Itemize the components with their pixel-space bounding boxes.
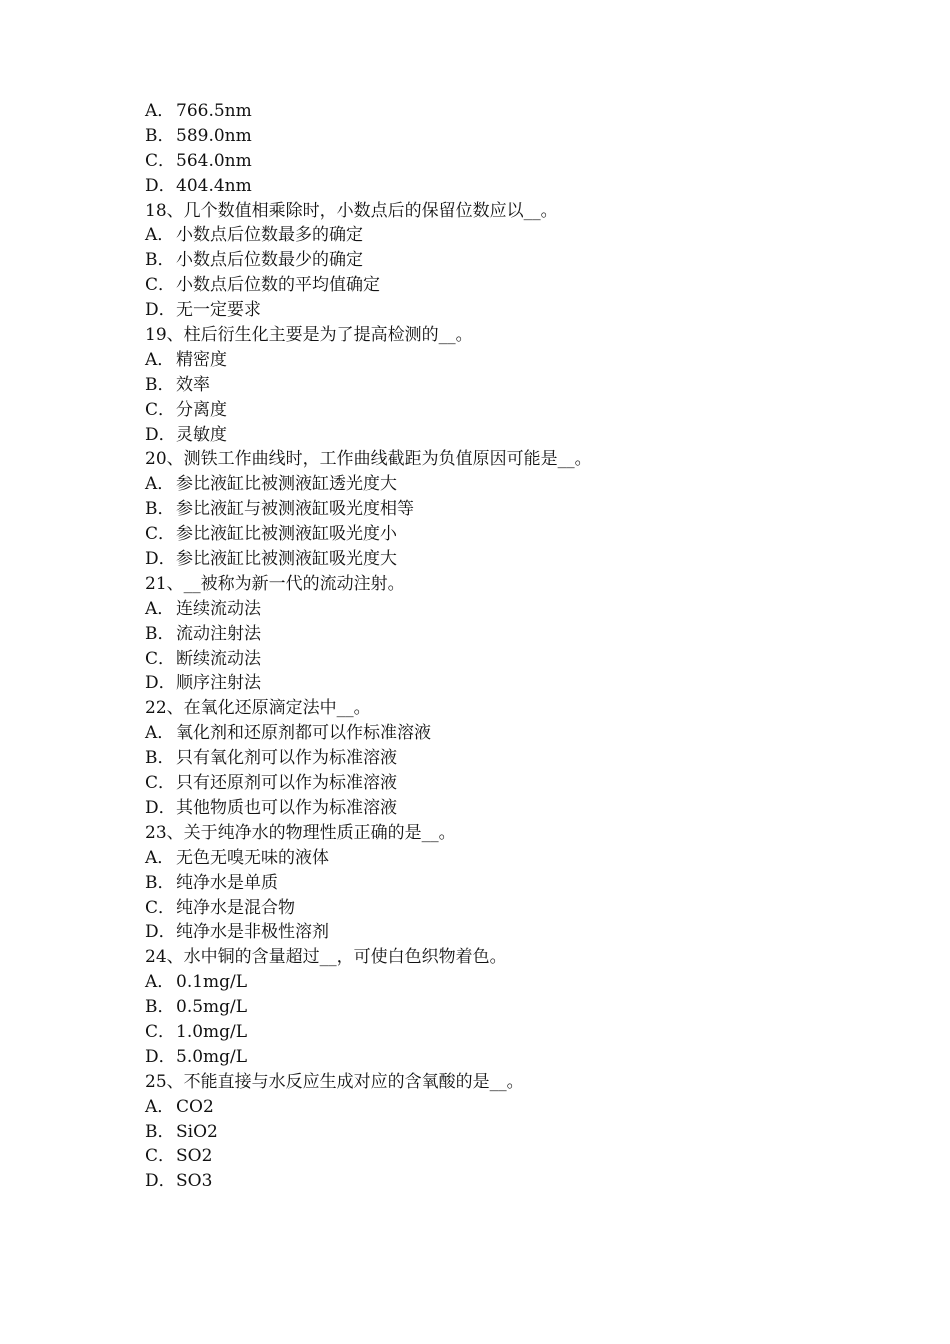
option-label: D． <box>145 424 176 445</box>
option-text: 氧化剂和还原剂都可以作标准溶液 <box>176 723 431 744</box>
answer-option <box>145 298 845 323</box>
option-text: 连续流动法 <box>176 598 261 619</box>
option-label: A． <box>145 723 175 744</box>
option-text: 效率 <box>176 374 210 395</box>
answer-option <box>145 174 845 199</box>
option-label: A． <box>145 972 175 993</box>
option-label: D． <box>145 1171 176 1192</box>
option-text: 纯净水是非极性溶剂 <box>176 922 329 943</box>
answer-option <box>145 1095 845 1120</box>
option-text: 0.5mg/L <box>176 997 248 1018</box>
option-label: B． <box>145 125 175 146</box>
option-label: B． <box>145 250 175 271</box>
option-text: 766.5nm <box>176 101 252 121</box>
answer-option <box>145 671 845 696</box>
option-label: B． <box>145 997 175 1018</box>
answer-option <box>145 796 845 821</box>
question-stem: 20、测铁工作曲线时，工作曲线截距为负值原因可能是__。 <box>145 449 592 470</box>
answer-option <box>145 149 845 174</box>
option-label: A． <box>145 474 175 495</box>
option-text: 5.0mg/L <box>176 1046 248 1067</box>
answer-option <box>145 597 845 622</box>
option-text: 1.0mg/L <box>176 1021 248 1042</box>
option-label: B． <box>145 499 175 520</box>
option-label: B． <box>145 748 175 769</box>
answer-option <box>145 248 845 273</box>
option-label: B． <box>145 872 175 893</box>
question-stem: 23、关于纯净水的物理性质正确的是__。 <box>145 822 456 843</box>
option-text: 小数点后位数最多的确定 <box>176 225 363 246</box>
answer-option <box>145 771 845 796</box>
option-label: C． <box>145 897 176 918</box>
question-stem: 21、__被称为新一代的流动注射。 <box>145 573 405 594</box>
option-text: 无一定要求 <box>176 300 261 321</box>
answer-option <box>145 896 845 921</box>
question-stem: 24、水中铜的含量超过__，可使白色织物着色。 <box>145 947 507 968</box>
option-text: 589.0nm <box>176 125 252 146</box>
option-text: 灵敏度 <box>176 424 227 445</box>
answer-option <box>145 348 845 373</box>
answer-option <box>145 721 845 746</box>
question-stem: 25、不能直接与水反应生成对应的含氧酸的是__。 <box>145 1071 524 1092</box>
option-label: C． <box>145 648 176 669</box>
question-stem: 22、在氧化还原滴定法中__。 <box>145 698 371 719</box>
option-label: A． <box>145 349 175 370</box>
option-text: 0.1mg/L <box>176 972 248 993</box>
option-text: 参比液缸比被测液缸透光度大 <box>176 474 397 495</box>
answer-option <box>145 124 845 149</box>
option-text: 参比液缸与被测液缸吸光度相等 <box>176 499 414 520</box>
option-label: D． <box>145 1046 176 1067</box>
option-label: D． <box>145 922 176 943</box>
answer-option <box>145 522 845 547</box>
option-text: 其他物质也可以作为标准溶液 <box>176 797 397 818</box>
option-text: 精密度 <box>176 349 227 370</box>
option-text: 纯净水是单质 <box>176 872 278 893</box>
answer-option <box>145 398 845 423</box>
answer-option <box>145 373 845 398</box>
option-text: CO2 <box>176 1096 214 1117</box>
answer-option <box>145 547 845 572</box>
option-text: 404.4nm <box>176 175 252 196</box>
answer-option <box>145 1120 845 1145</box>
option-label: B． <box>145 623 175 644</box>
option-label: A． <box>145 598 175 619</box>
answer-option <box>145 472 845 497</box>
option-text: 纯净水是混合物 <box>176 897 295 918</box>
option-label: C． <box>145 150 176 171</box>
option-label: B． <box>145 374 175 395</box>
option-label: C． <box>145 399 176 420</box>
option-text: 无色无嗅无味的液体 <box>176 847 329 868</box>
option-text: SO2 <box>176 1146 213 1167</box>
answer-option <box>145 99 845 124</box>
option-text: 流动注射法 <box>176 623 261 644</box>
option-text: 分离度 <box>176 399 227 420</box>
option-text: 顺序注射法 <box>176 673 261 694</box>
option-label: A． <box>145 1096 175 1117</box>
answer-option <box>145 920 845 945</box>
option-text: 564.0nm <box>176 150 252 171</box>
answer-option <box>145 995 845 1020</box>
option-label: C． <box>145 275 176 296</box>
option-label: D． <box>145 300 176 321</box>
answer-option <box>145 497 845 522</box>
option-text: 只有还原剂可以作为标准溶液 <box>176 773 397 794</box>
option-label: C． <box>145 773 176 794</box>
answer-option <box>145 622 845 647</box>
answer-option <box>145 1169 845 1194</box>
option-text: 小数点后位数最少的确定 <box>176 250 363 271</box>
option-label: B． <box>145 1121 175 1142</box>
option-label: C． <box>145 524 176 545</box>
question-stem: 18、几个数值相乘除时，小数点后的保留位数应以__。 <box>145 200 558 221</box>
option-text: SO3 <box>176 1171 213 1192</box>
option-text: 断续流动法 <box>176 648 261 669</box>
option-label: C． <box>145 1146 176 1167</box>
option-label: D． <box>145 549 176 570</box>
option-text: 参比液缸比被测液缸吸光度大 <box>176 549 397 570</box>
option-label: C． <box>145 1021 176 1042</box>
answer-option <box>145 846 845 871</box>
option-label: A． <box>145 847 175 868</box>
answer-option <box>145 1020 845 1045</box>
option-label: D． <box>145 175 176 196</box>
answer-option <box>145 423 845 448</box>
answer-option <box>145 1045 845 1070</box>
question-stem: 19、柱后衍生化主要是为了提高检测的__。 <box>145 325 473 346</box>
option-label: A． <box>145 225 175 246</box>
option-label: A． <box>145 101 175 121</box>
option-label: D． <box>145 673 176 694</box>
option-text: 参比液缸比被测液缸吸光度小 <box>176 524 397 545</box>
answer-option <box>145 647 845 672</box>
answer-option <box>145 223 845 248</box>
question-list <box>145 99 845 1194</box>
answer-option <box>145 871 845 896</box>
option-label: D． <box>145 797 176 818</box>
answer-option <box>145 1144 845 1169</box>
option-text: 只有氧化剂可以作为标准溶液 <box>176 748 397 769</box>
option-text: SiO2 <box>176 1121 218 1142</box>
answer-option <box>145 746 845 771</box>
answer-option <box>145 273 845 298</box>
answer-option <box>145 970 845 995</box>
option-text: 小数点后位数的平均值确定 <box>176 275 380 296</box>
